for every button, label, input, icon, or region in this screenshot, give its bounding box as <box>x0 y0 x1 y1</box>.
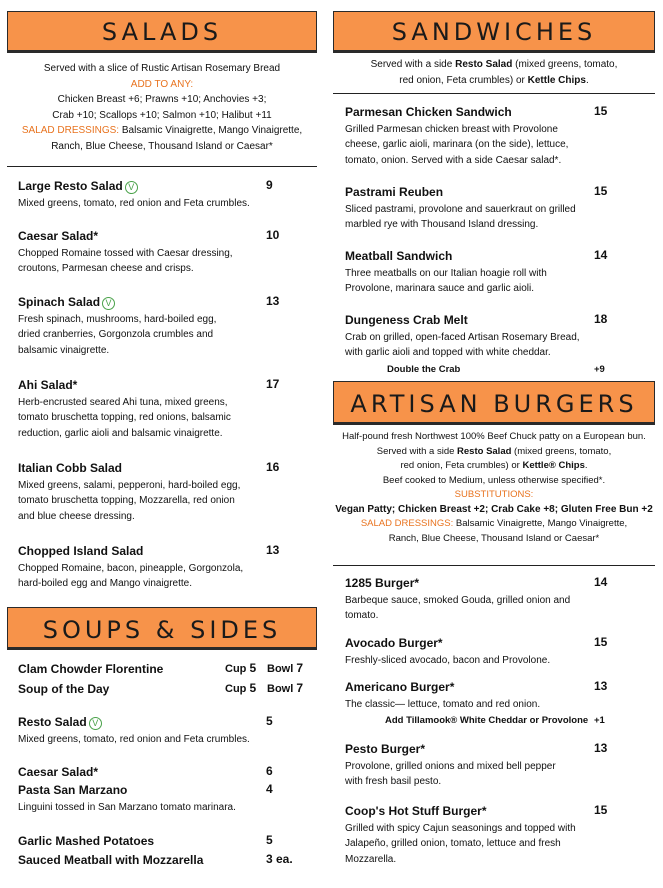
dressings-line-1: Balsamic Vinaigrette, Mango Vinaigrette, <box>121 125 303 136</box>
item-price: 15 <box>594 184 608 198</box>
item-name: Americano Burger* <box>345 680 455 694</box>
dressings-line-2: Ranch, Blue Cheese, Thousand Island or Caesar* <box>388 532 600 544</box>
menu-item <box>18 460 308 524</box>
item-name: Avocado Burger* <box>345 636 443 650</box>
sandwiches-header <box>333 11 655 53</box>
menu-item <box>345 803 645 867</box>
item-description: reduction, garlic aioli and balsamic vinaigrette. <box>18 427 223 439</box>
item-description: Barbeque sauce, smoked Gouda, grilled onion and <box>345 594 571 606</box>
burgers-intro-text: Beef cooked to Medium, unless otherwise specified*. <box>382 474 606 486</box>
cup-price: 5 <box>249 681 257 695</box>
item-description: Jalapeño, grilled onion, tomato, lettuce and fresh <box>345 838 561 849</box>
add-on-line <box>387 362 647 378</box>
item-description: Three meatballs on our Italian hoagie roll with <box>345 267 547 279</box>
add-ons-line-1: Chicken Breast +6; Prawns +10; Anchovies +3; <box>57 94 267 105</box>
item-description: Linguini tossed in San Marzano tomato marinara. <box>18 801 236 813</box>
item-price: 13 <box>594 679 608 693</box>
add-ons-line-2: Crab +10; Scallops +10; Salmon +10; Halibut +11 <box>52 109 272 121</box>
bowl-label: Bowl <box>267 663 294 675</box>
add-on-line <box>385 713 647 729</box>
vegetarian-leaf-icon: V <box>89 717 102 730</box>
item-name: Garlic Mashed Potatoes <box>18 834 155 848</box>
dressings-line-2: Ranch, Blue Cheese, Thousand Island or Caesar* <box>51 140 273 152</box>
soups-sides-title: SOUPS & SIDES <box>42 616 282 644</box>
item-description: Freshly-sliced avocado, bacon and Provolone. <box>345 654 551 666</box>
menu-item <box>18 782 308 815</box>
item-description: Herb-encrusted seared Ahi tuna, mixed greens, <box>18 396 228 408</box>
menu-item <box>18 377 308 441</box>
menu-item <box>18 852 308 870</box>
double-crab-price: +9 <box>594 364 605 375</box>
item-name: Italian Cobb Salad <box>18 461 123 475</box>
intro-bold: Resto Salad <box>457 445 512 457</box>
item-price: 18 <box>594 312 608 326</box>
item-description: croutons, Parmesan cheese and crisps. <box>18 263 194 274</box>
intro-text: . <box>584 460 588 471</box>
item-description: Fresh spinach, mushrooms, hard-boiled egg, <box>18 313 217 325</box>
item-name: Ahi Salad* <box>18 378 78 392</box>
menu-item <box>345 679 645 712</box>
item-description: Provolone, marinara sauce and garlic aioli. <box>345 283 534 294</box>
item-name: Coop's Hot Stuff Burger* <box>345 804 487 818</box>
item-name: Pesto Burger* <box>345 742 426 756</box>
menu-item <box>345 248 645 297</box>
menu-item <box>345 635 645 668</box>
item-name: Clam Chowder Florentine <box>18 662 164 676</box>
tillamook-text: Add Tillamook® White Cheddar or Provolone <box>385 715 589 726</box>
item-description: with fresh basil pesto. <box>345 776 442 787</box>
salads-header <box>7 11 317 53</box>
intro-text: (mixed greens, tomato, <box>511 445 612 457</box>
item-description: tomato, onion. Served with a side Caesar salad*. <box>345 154 562 166</box>
double-crab-text: Double the Crab <box>387 364 461 375</box>
sandwiches-title: SANDWICHES <box>391 18 597 46</box>
item-name: Large Resto Salad <box>18 179 123 193</box>
item-description: Provolone, grilled onions and mixed bell pepper <box>345 760 556 772</box>
item-description: Mozzarella. <box>345 853 397 865</box>
salad-dressings-label: SALAD DRESSINGS: <box>360 518 454 529</box>
bowl-label: Bowl <box>267 683 294 695</box>
item-price: 10 <box>266 228 280 242</box>
divider <box>333 93 655 94</box>
menu-item <box>345 104 645 168</box>
item-description: and blue cheese dressing. <box>18 510 135 522</box>
sandwiches-intro <box>333 57 655 88</box>
menu-item <box>18 833 308 851</box>
salads-intro-text: Served with a slice of Rustic Artisan Rosemary Bread <box>43 63 281 74</box>
divider <box>7 166 317 167</box>
item-description: with garlic aioli and topped with white cheddar. <box>345 347 551 358</box>
salads-intro <box>7 61 317 154</box>
item-description: tomato bruschetta topping, Mozzarella, red onion <box>18 495 235 506</box>
item-name: Pasta San Marzano <box>18 783 128 797</box>
menu-item <box>345 184 645 233</box>
item-description: Chopped Romaine, bacon, pineapple, Gorgonzola, <box>18 562 244 574</box>
item-name: Meatball Sandwich <box>345 249 453 263</box>
vegetarian-leaf-icon: V <box>102 297 115 310</box>
menu-item <box>345 741 645 790</box>
tillamook-price: +1 <box>594 715 605 726</box>
cup-price: 5 <box>249 661 257 675</box>
burgers-intro <box>333 430 655 546</box>
item-name: Caesar Salad* <box>18 229 99 243</box>
item-name: Sauced Meatball with Mozzarella <box>18 853 204 867</box>
cup-label: Cup <box>225 663 247 675</box>
item-price: 5 <box>266 714 273 728</box>
intro-text: red onion, Feta crumbles) or <box>400 460 523 471</box>
intro-text: (mixed greens, tomato, <box>512 59 618 70</box>
menu-item <box>345 575 645 624</box>
menu-item <box>18 661 308 679</box>
burgers-title: ARTISAN BURGERS <box>350 390 638 418</box>
item-description: cheese, garlic aioli, marinara (on the side), lettuce, <box>345 139 569 150</box>
item-name: Pastrami Reuben <box>345 185 444 199</box>
intro-text: . <box>585 74 589 86</box>
item-price: 15 <box>594 104 608 118</box>
menu-item <box>345 312 645 361</box>
vegetarian-leaf-icon: V <box>125 181 138 194</box>
item-description: dried cranberries, Gorgonzola crumbles and <box>18 329 214 340</box>
item-description: balsamic vinaigrette. <box>18 344 110 356</box>
item-description: hard-boiled egg and Mango vinaigrette. <box>18 578 193 589</box>
menu-item <box>18 294 308 358</box>
item-description: Sliced pastrami, provolone and sauerkraut on grilled <box>345 203 576 215</box>
item-description: tomato bruschetta topping, red onions, balsamic <box>18 412 231 423</box>
item-price: 6 <box>266 764 273 778</box>
substitutions-text: Vegan Patty; Chicken Breast +2; Crab Cake +8; Gluten Free Bun +2 <box>335 503 653 515</box>
item-name: Soup of the Day <box>18 682 110 696</box>
item-price: 9 <box>266 178 273 192</box>
item-price: 3 ea. <box>266 852 293 866</box>
item-price: 14 <box>594 575 608 589</box>
item-description: tomato. <box>345 610 379 621</box>
item-description: Grilled with spicy Cajun seasonings and topped with <box>345 822 576 834</box>
item-name: Parmesan Chicken Sandwich <box>345 105 512 119</box>
intro-text: Served with a side <box>370 59 456 70</box>
item-name: 1285 Burger* <box>345 576 420 590</box>
bowl-price: 7 <box>296 661 304 675</box>
add-to-any-label: ADD TO ANY: <box>130 78 194 90</box>
item-price: 13 <box>266 543 280 557</box>
item-name: Chopped Island Salad <box>18 544 144 558</box>
item-price: 4 <box>266 782 273 796</box>
menu-item <box>18 681 308 699</box>
item-description: Chopped Romaine tossed with Caesar dressing, <box>18 247 233 259</box>
burgers-header <box>333 381 655 425</box>
menu-item <box>18 228 308 277</box>
item-price: 15 <box>594 635 608 649</box>
item-description: The classic— lettuce, tomato and red onion. <box>345 698 541 710</box>
menu-item <box>18 764 308 782</box>
intro-bold: Resto Salad <box>455 59 513 70</box>
item-price: 5 <box>266 833 273 847</box>
salad-dressings-label: SALAD DRESSINGS: <box>21 125 120 136</box>
item-description: Grilled Parmesan chicken breast with Provolone <box>345 123 558 135</box>
item-price: 17 <box>266 377 280 391</box>
item-description: marbled rye with Thousand Island dressing. <box>345 219 539 230</box>
item-description: Crab on grilled, open-faced Artisan Rosemary Bread, <box>345 331 580 343</box>
item-name: Dungeness Crab Melt <box>345 313 468 327</box>
substitutions-label: SUBSTITUTIONS: <box>454 489 534 500</box>
intro-bold: Kettle Chips <box>527 74 586 86</box>
bowl-price: 7 <box>296 681 304 695</box>
item-price: 13 <box>594 741 608 755</box>
item-description: Mixed greens, tomato, red onion and Feta crumbles. <box>18 733 250 745</box>
divider <box>333 565 655 566</box>
item-price: 14 <box>594 248 608 262</box>
dressings-line-1: Balsamic Vinaigrette, Mango Vinaigrette, <box>455 518 628 529</box>
item-name: Spinach Salad <box>18 295 101 309</box>
soups-sides-header <box>7 607 317 650</box>
item-description: Mixed greens, salami, pepperoni, hard-boiled egg, <box>18 479 241 491</box>
menu-item <box>18 543 308 592</box>
item-price: 13 <box>266 294 280 308</box>
intro-text: red onion, Feta crumbles) or <box>399 74 528 86</box>
item-description: Mixed greens, tomato, red onion and Feta crumbles. <box>18 197 250 209</box>
salads-title: SALADS <box>101 18 223 46</box>
item-name: Caesar Salad* <box>18 765 99 779</box>
item-price: 15 <box>594 803 608 817</box>
item-name: Resto Salad <box>18 715 87 729</box>
burgers-intro-text: Half-pound fresh Northwest 100% Beef Chuck patty on a European bun. <box>342 431 646 442</box>
menu-item <box>18 178 308 211</box>
menu-item <box>18 714 308 747</box>
cup-label: Cup <box>225 683 247 695</box>
intro-text: Served with a side <box>376 445 458 457</box>
item-price: 16 <box>266 460 280 474</box>
intro-bold: Kettle® Chips <box>522 460 585 471</box>
